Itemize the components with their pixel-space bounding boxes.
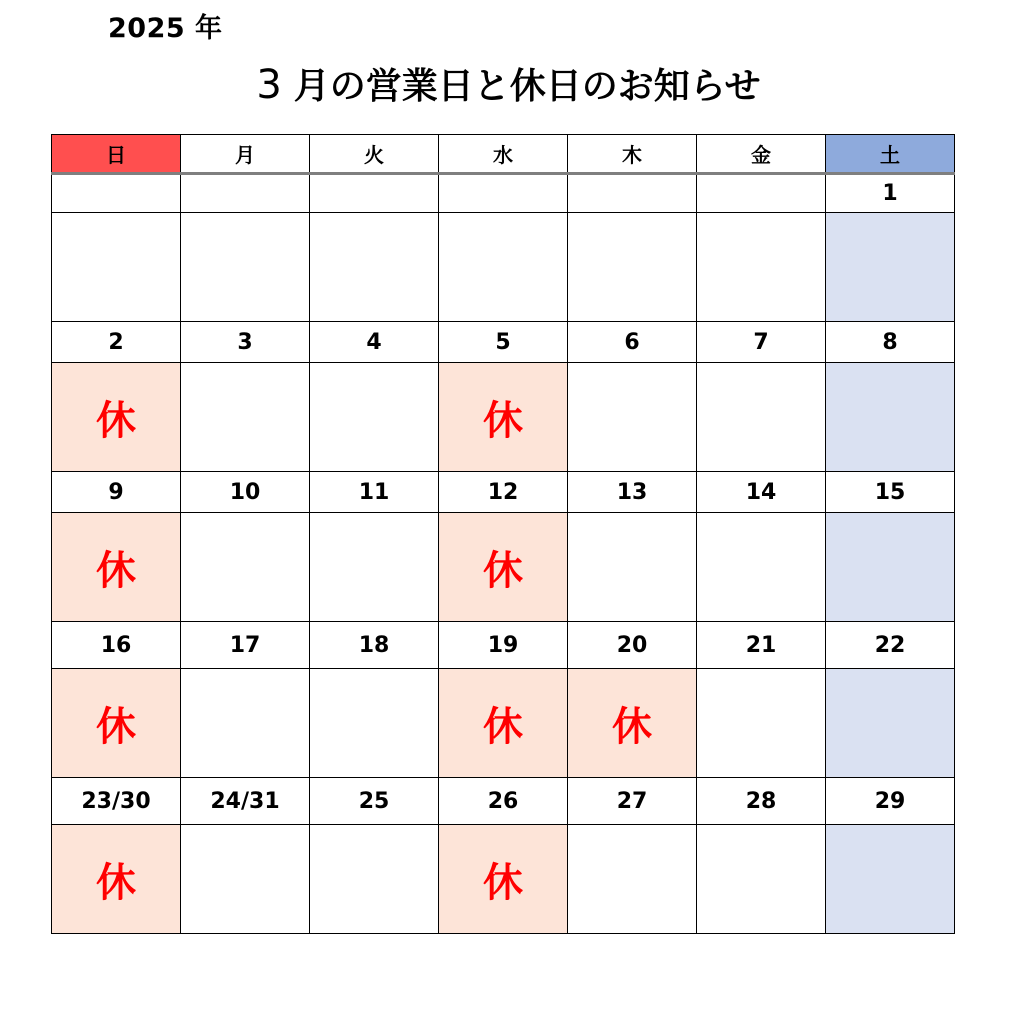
closed-day-cell (568, 669, 697, 778)
date-number: 9 (52, 472, 181, 513)
page-title (0, 58, 1017, 109)
closed-day-cell (439, 669, 568, 778)
calendar-table (51, 134, 955, 934)
date-number: 10 (181, 472, 310, 513)
date-row (52, 174, 955, 213)
closed-mark: 休 (96, 703, 136, 750)
day-cell (826, 825, 955, 934)
closed-day-cell (439, 825, 568, 934)
day-cell (826, 363, 955, 472)
date-number: 23/30 (52, 778, 181, 825)
month-number: 3 (256, 62, 282, 108)
closed-mark: 休 (96, 397, 136, 444)
date-number: 28 (697, 778, 826, 825)
date-number: 16 (52, 622, 181, 669)
day-cell-row (52, 213, 955, 322)
closed-mark: 休 (483, 547, 523, 594)
date-number: 26 (439, 778, 568, 825)
day-cell-row (52, 825, 955, 934)
date-number: 6 (568, 322, 697, 363)
day-cell (181, 825, 310, 934)
date-number: 4 (310, 322, 439, 363)
date-number: 3 (181, 322, 310, 363)
day-cell-row (52, 669, 955, 778)
day-cell (310, 213, 439, 322)
day-cell (181, 363, 310, 472)
day-cell (52, 213, 181, 322)
date-row (52, 778, 955, 825)
date-number: 2 (52, 322, 181, 363)
closed-mark: 休 (483, 397, 523, 444)
closed-day-cell (52, 513, 181, 622)
date-number: 27 (568, 778, 697, 825)
date-row (52, 472, 955, 513)
date-number (310, 174, 439, 213)
day-cell (826, 213, 955, 322)
day-cell (568, 513, 697, 622)
day-cell (826, 669, 955, 778)
date-number: 17 (181, 622, 310, 669)
day-cell (310, 825, 439, 934)
weekday-header: 木 (568, 135, 697, 174)
closed-mark: 休 (96, 547, 136, 594)
closed-day-cell (52, 669, 181, 778)
day-cell-row (52, 513, 955, 622)
title-text: 月の営業日と休日のお知らせ (293, 66, 761, 107)
closed-mark: 休 (483, 703, 523, 750)
date-number: 18 (310, 622, 439, 669)
closed-day-cell (439, 363, 568, 472)
day-cell (181, 513, 310, 622)
day-cell (181, 213, 310, 322)
day-cell (697, 213, 826, 322)
weekday-header: 水 (439, 135, 568, 174)
date-number: 7 (697, 322, 826, 363)
day-cell (568, 363, 697, 472)
date-number: 5 (439, 322, 568, 363)
date-number: 11 (310, 472, 439, 513)
day-cell (826, 513, 955, 622)
date-number: 15 (826, 472, 955, 513)
closed-mark: 休 (612, 703, 652, 750)
closed-mark: 休 (96, 859, 136, 906)
closed-mark: 休 (483, 859, 523, 906)
date-number (697, 174, 826, 213)
date-number: 1 (826, 174, 955, 213)
day-cell (568, 825, 697, 934)
day-cell (697, 363, 826, 472)
day-cell (310, 363, 439, 472)
date-number: 22 (826, 622, 955, 669)
closed-day-cell (52, 825, 181, 934)
date-number (439, 174, 568, 213)
date-number: 8 (826, 322, 955, 363)
date-number: 14 (697, 472, 826, 513)
date-number: 25 (310, 778, 439, 825)
closed-day-cell (439, 513, 568, 622)
date-number: 24/31 (181, 778, 310, 825)
date-number: 13 (568, 472, 697, 513)
day-cell (568, 213, 697, 322)
weekday-header: 月 (181, 135, 310, 174)
date-number (181, 174, 310, 213)
date-number: 29 (826, 778, 955, 825)
day-cell (181, 669, 310, 778)
date-row (52, 622, 955, 669)
date-number: 20 (568, 622, 697, 669)
weekday-header: 日 (52, 135, 181, 174)
date-number (52, 174, 181, 213)
day-cell (697, 513, 826, 622)
day-cell (439, 213, 568, 322)
year-label: 2025 年 (108, 13, 223, 44)
weekday-header: 火 (310, 135, 439, 174)
weekday-header: 土 (826, 135, 955, 174)
day-cell (310, 669, 439, 778)
weekday-header-row (52, 135, 955, 174)
closed-day-cell (52, 363, 181, 472)
day-cell-row (52, 363, 955, 472)
date-number: 21 (697, 622, 826, 669)
date-row (52, 322, 955, 363)
date-number: 19 (439, 622, 568, 669)
day-cell (697, 825, 826, 934)
day-cell (310, 513, 439, 622)
date-number: 12 (439, 472, 568, 513)
day-cell (697, 669, 826, 778)
weekday-header: 金 (697, 135, 826, 174)
date-number (568, 174, 697, 213)
